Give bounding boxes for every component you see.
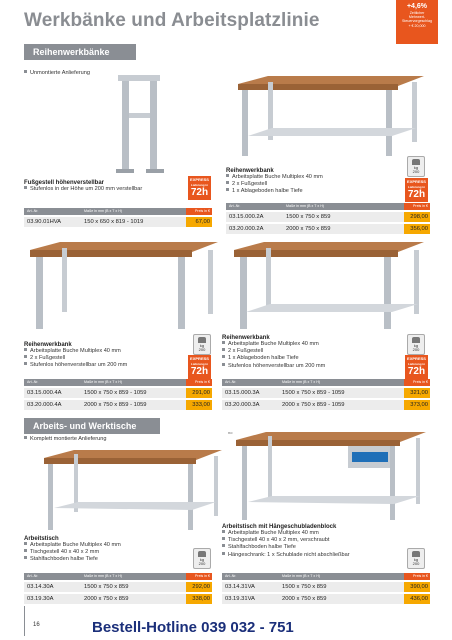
footer-divider — [24, 606, 25, 636]
price-table: Art.-Nr. Maße in mm (B x T x H) Preis in € 03.15.000.3A 1500 x 750 x 859 - 1059 321,00 03.20.000.3A 2000 x 750 x 859 - 1059 373,00 — [222, 379, 430, 410]
express-badge: EXPRESS Lieferung in 72h — [405, 178, 428, 202]
product-workbench-3: Reihenwerkbank Arbeitsplatte Buche Multiplex 40 mm 2 x Fußgestell 1 x Ablageboden halbe Tiefe Stufenlos höhenverstellbar um 200 mm — [222, 335, 326, 369]
worktable-image-1 — [40, 448, 226, 532]
worktable-image-2 — [230, 430, 430, 522]
hotline-banner: Bestell-Hotline 039 032 - 751 — [92, 619, 294, 636]
product-workbench-1: Reihenwerkbank Arbeitsplatte Buche Multiplex 40 mm 2 x Fußgestell 1 x Ablageboden halbe Tiefe — [226, 168, 323, 195]
express-badge: EXPRESS Lieferung in 72h — [188, 176, 211, 200]
table-row: 03.20.000.4A 2000 x 750 x 859 - 1059 333,00 — [24, 400, 212, 410]
page-title: Werkbänke und Arbeitsplatzlinie — [24, 10, 320, 31]
note-assembled: Komplett montierte Anlieferung — [24, 436, 107, 443]
express-badge: EXPRESS Lieferung in 72h — [405, 355, 428, 379]
price-table: Art.-Nr. Maße in mm (B x T x H) Preis in € 03.14.30A 1500 x 750 x 859 292,00 03.19.30A 2000 x 750 x 859 338,00 — [24, 573, 212, 604]
workbench-image-2 — [24, 240, 222, 332]
table-row: 03.90.01HVA 150 x 650 x 819 - 1019 67,00 — [24, 217, 212, 227]
table-row: 03.14.30A 1500 x 750 x 859 292,00 — [24, 582, 212, 592]
table-row: 03.19.31VA 2000 x 750 x 859 436,00 — [222, 594, 430, 604]
table-row: 03.15.000.4A 1500 x 750 x 859 - 1059 291,00 — [24, 388, 212, 398]
product-worktable-2: Arbeitstisch mit Hängeschubladenblock Arbeitsplatte Buche Multiplex 40 mm Tischgestell 40 x 40 x 2 mm, verschraubt Stahlfachboden halbe Tiefe Hängeschrank: 1 x Schublade nicht abschließbar — [222, 524, 350, 558]
price-table: Art.-Nr. Maße in mm (B x T x H) Preis in € 03.15.000.4A 1500 x 750 x 859 - 1059 291,00 03.20.000.4A 2000 x 750 x 859 - 1059 333,00 — [24, 379, 212, 410]
price-table: Art.-Nr. Maße in mm (B x T x H) Preis in € 03.14.31VA 1500 x 750 x 859 390,00 03.19.31VA 2000 x 750 x 859 436,00 — [222, 573, 430, 604]
table-row: 03.20.000.2A 2000 x 750 x 859 356,00 — [226, 224, 430, 234]
workbench-image-1 — [228, 76, 428, 158]
table-row: 03.14.31VA 1500 x 750 x 859 390,00 — [222, 582, 430, 592]
note-unassembled: Unmontierte Anlieferung — [24, 70, 90, 77]
weight-icon: kg 200 — [193, 334, 211, 355]
workbench-image-3 — [228, 240, 428, 332]
table-row: 03.20.000.3A 2000 x 750 x 859 - 1059 373,00 — [222, 400, 430, 410]
weight-icon: kg 200 — [407, 548, 425, 569]
vat-badge: +4,6% Zeitlicher Mehrwert- Steuervorgeschlag + € 20,000 — [396, 0, 438, 44]
table-row: 03.19.30A 2000 x 750 x 859 338,00 — [24, 594, 212, 604]
page-number: 16 — [33, 622, 40, 628]
weight-icon: kg 200 — [407, 334, 425, 355]
section-header-worktables: Arbeits- und Werktische — [24, 418, 160, 434]
price-table: Art.-Nr. Maße in mm (B x T x H) Preis in € 03.90.01HVA 150 x 650 x 819 - 1019 67,00 — [24, 208, 212, 227]
section-header-workbenches: Reihenwerkbänke — [24, 44, 136, 60]
table-row: 03.15.000.2A 1500 x 750 x 859 298,00 — [226, 212, 430, 222]
image-label: no — [228, 430, 233, 435]
weight-icon: kg 200 — [407, 156, 425, 177]
product-workbench-2: Reihenwerkbank Arbeitsplatte Buche Multiplex 40 mm 2 x Fußgestell Stufenlos höhenverstellbar um 200 mm — [24, 342, 128, 369]
leg-frame-image — [110, 75, 170, 175]
express-badge: EXPRESS Lieferung in 72h — [188, 355, 211, 379]
table-row: 03.15.000.3A 1500 x 750 x 859 - 1059 321,00 — [222, 388, 430, 398]
price-table: Art.-Nr. Maße in mm (B x T x H) Preis in € 03.15.000.2A 1500 x 750 x 859 298,00 03.20.000.2A 2000 x 750 x 859 356,00 — [226, 203, 430, 234]
product-worktable-1: Arbeitstisch Arbeitsplatte Buche Multiplex 40 mm Tischgestell 40 x 40 x 2 mm Stahlfachboden halbe Tiefe — [24, 536, 121, 563]
weight-icon: kg 200 — [193, 548, 211, 569]
product-leg-frame: Fußgestell höhenverstellbar Stufenlos in der Höhe um 200 mm verstellbar — [24, 180, 143, 192]
